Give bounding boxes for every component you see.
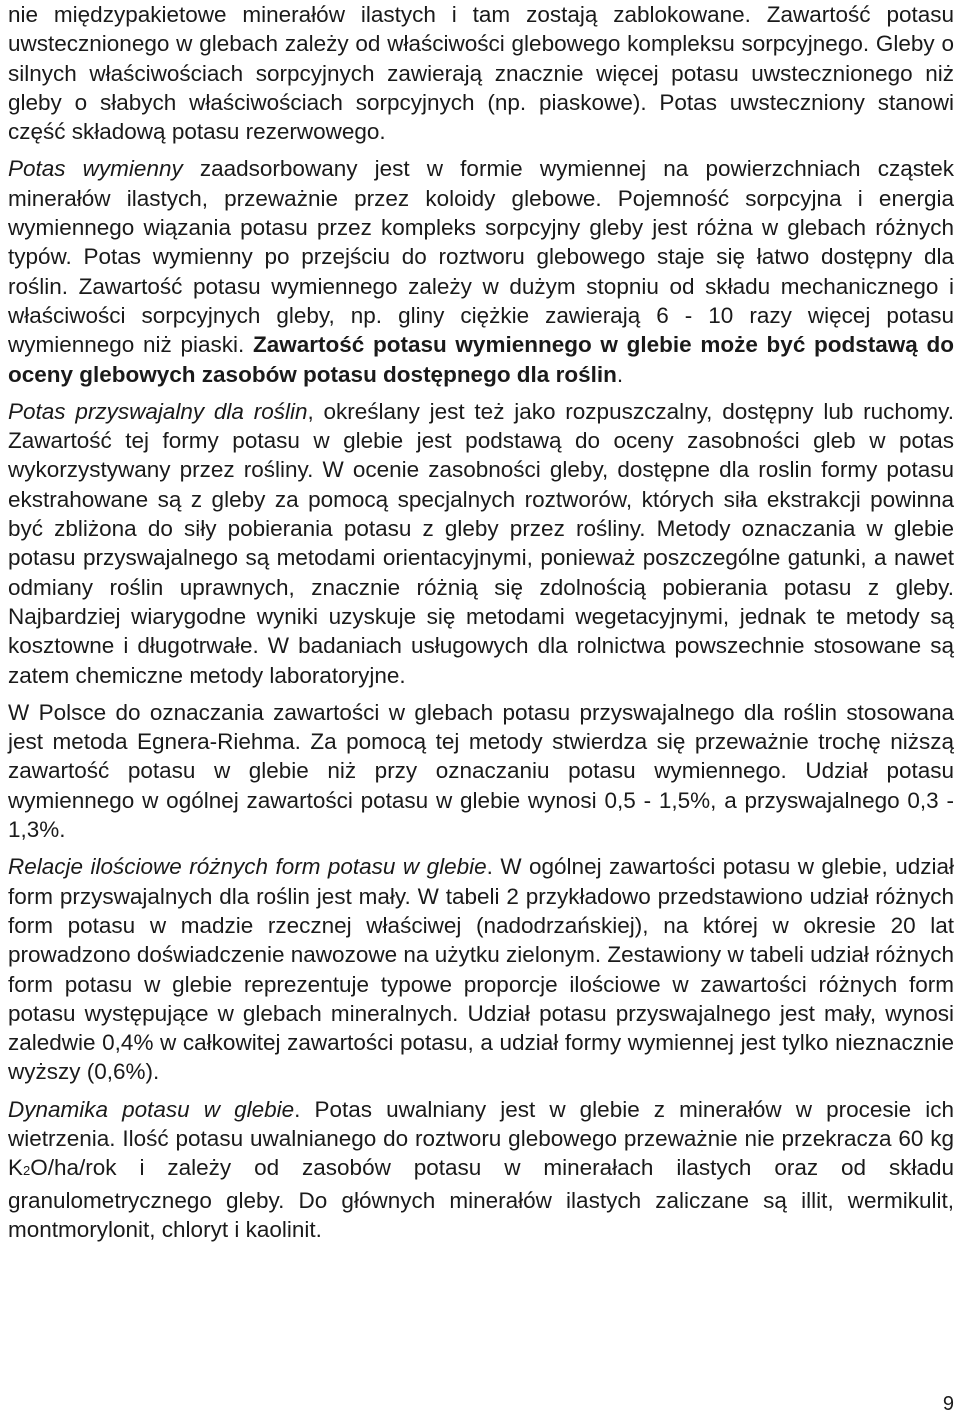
paragraph-metoda-egnera-riehma	[8, 698, 954, 844]
paragraph-text: nie międzypakietowe minerałów ilastych i tam zostają zablokowane. Zawartość potasu uwstecznionego w glebach zależy od właściwości glebowego kompleksu sorpcyjnego. Gleby o silnych właściwościach sorpcyjnych zawierają znacznie więcej potasu uwstecznionego niż gleby o słabych właściwościach sorpcyjnych (np. piaskowe). Potas uwsteczniony stanowi część składową potasu rezerwowego.	[8, 2, 954, 145]
term-relacje-ilosciowe: Relacje ilościowe różnych form potasu w glebie	[8, 854, 487, 880]
paragraph-text: zaadsorbowany jest w formie wymiennej na powierzchniach cząstek minerałów ilastych, przeważnie przez koloidy glebowe. Pojemność sorpcyjna i energia wymiennego wiązania potasu przez kompleks sorpcyjny gleby jest różna w glebach różnych typów. Potas wymienny po przejściu do roztworu glebowego staje się łatwo dostępny dla roślin. Zawartość potasu wymiennego zależy w dużym stopniu od składu mechanicznego i właściwości sorpcyjnych gleby, np. gliny ciężkie zawierają 6 - 10 razy więcej potasu wymiennego niż piaski.	[8, 156, 954, 358]
paragraph-text: . W ogólnej zawartości potasu w glebie, udział form przyswajalnych dla roślin jest mały. W tabeli 2 przykładowo przedstawiono udział różnych form potasu w madzie rzecznej właściwej (nadodrzańskiej), na której w okresie 20 lat prowadzono doświadczenie nawozowe na użytku zielonym. Zestawiony w tabeli udział różnych form potasu w glebie reprezentuje typowe proporcje ilościowe w zawartości różnych form potasu występujące w glebach mineralnych. Udział potasu przyswajalnego jest mały, wynosi zaledwie 0,4% w całkowitej zawartości potasu, a udział formy wymiennej jest tylko nieznacznie wyższy (0,6%).	[8, 854, 954, 1085]
paragraph-text-continued: O/ha/rok i zależy od zasobów potasu w minerałach ilastych oraz od składu granulometrycznego gleby. Do głównych minerałów ilastych zaliczane są illit, wermikulit, montmorylonit, chloryt i kaolinit.	[8, 1155, 954, 1242]
paragraph-potas-wymienny	[8, 154, 954, 388]
term-potas-wymienny: Potas wymienny	[8, 156, 183, 182]
paragraph-text: . Potas uwalniany jest w glebie z minerałów w procesie ich wietrzenia. Ilość potasu uwalnianego do roztworu glebowego przeważnie nie przekracza 60 kg K	[8, 1096, 954, 1181]
bold-statement: Zawartość potasu wymiennego w glebie może być podstawą do oceny glebowych zasobów potasu dostępnego dla roślin	[8, 332, 954, 387]
paragraph-text: , określany jest też jako rozpuszczalny, dostępny lub ruchomy. Zawartość tej formy potasu w glebie jest podstawą do oceny zasobności gleb w potas wykorzystywany przez rośliny. W ocenie zasobności gleby, dostępne dla roslin formy potasu ekstrahowane są z gleby za pomocą specjalnych roztworów, których siła ekstrakcji powinna być zbliżona do siły pobierania potasu z gleby przez rośliny. Metody oznaczania w glebie potasu przyswajalnego są metodami orientacyjnymi, ponieważ poszczególne gatunki, a nawet odmiany roślin uprawnych, znacznie różnią się zdolnością pobierania potasu z gleby. Najbardziej wiarygodne wyniki uzyskuje się metodami wegetacyjnymi, jednak te metody są kosztowne i długotrwałe. W badaniach usługowych dla rolnictwa powszechnie stosowane są zatem chemiczne metody laboratoryjne.	[8, 398, 955, 688]
paragraph-end: .	[616, 361, 624, 387]
paragraph-dynamika-potasu	[8, 1095, 954, 1244]
paragraph-potas-przyswajalny	[8, 397, 954, 690]
term-dynamika-potasu: Dynamika potasu w glebie	[8, 1096, 295, 1122]
document-page	[8, 0, 954, 1252]
term-potas-przyswajalny: Potas przyswajalny dla roślin	[8, 398, 308, 424]
subscript-2: 2	[23, 1163, 31, 1179]
page-number: 9	[942, 1393, 954, 1415]
paragraph-relacje-ilosciowe	[8, 852, 954, 1086]
paragraph-text: W Polsce do oznaczania zawartości w glebach potasu przyswajalnego dla roślin stosowana jest metoda Egnera-Riehma. Za pomocą tej metody stwierdza się przeważnie trochę niższą zawartość potasu w glebie niż przy oznaczaniu potasu wymiennego. Udział potasu wymiennego w ogólnej zawartości potasu w glebie wynosi 0,5 - 1,5%, a przyswajalnego 0,3 - 1,3%.	[8, 699, 954, 843]
paragraph-potas-uwsteczniony	[8, 0, 954, 146]
